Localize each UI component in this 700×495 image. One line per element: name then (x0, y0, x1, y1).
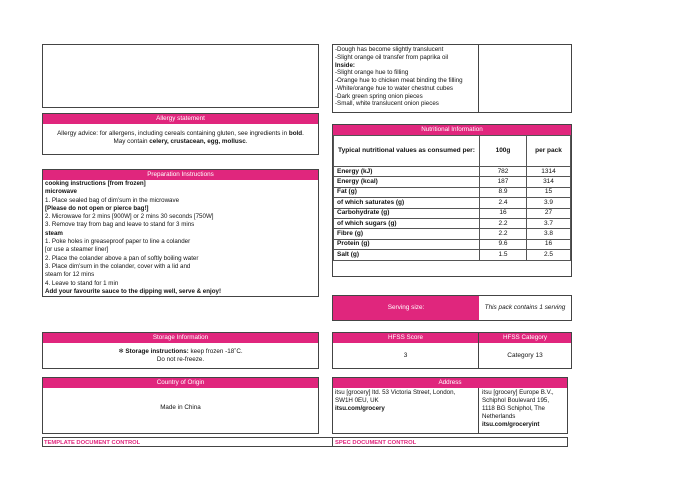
origin-section (42, 377, 319, 434)
appearance-line: -Slight orange hue to filling (335, 69, 409, 77)
table-row (334, 250, 571, 260)
prep-line: 1. Poke holes in greaseproof paper to line a colander (45, 238, 191, 246)
address-uk (333, 388, 479, 433)
nutrient-100g: 8.9 (480, 187, 527, 197)
preparation-title: Preparation Instructions (43, 170, 318, 180)
table-row (334, 208, 571, 218)
address-eu (480, 388, 568, 433)
nutrient-100g: 2.4 (480, 198, 527, 208)
nutrient-per-pack: 314 (527, 177, 571, 187)
appearance-line: -Slight orange oil transfer from paprika oil (335, 53, 449, 61)
hfss-score-value: 3 (333, 343, 479, 368)
nutrient-name: Fat (g) (334, 187, 480, 197)
nutrient-name: Protein (g) (334, 239, 480, 249)
prep-line: Add your favourite sauce to the dipping well, serve & enjoy! (45, 287, 222, 295)
prep-line: steam (45, 229, 63, 237)
storage-section (42, 332, 319, 369)
allergy-line2-suffix: . (245, 137, 248, 145)
nutrient-100g: 2.2 (480, 229, 527, 239)
prep-line: microwave (45, 188, 77, 196)
nutrient-per-pack: 16 (527, 239, 571, 249)
appearance-text (333, 45, 479, 112)
address-eu-line4: Netherlands (482, 413, 516, 420)
prep-line: 3. Remove tray from bag and leave to stand for 3 mins (45, 221, 195, 229)
prep-line: 4. Leave to stand for 1 min (45, 279, 119, 287)
allergy-title: Allergy statement (43, 114, 318, 124)
address-eu-line1: itsu [grocery] Europe B.V., (482, 389, 554, 396)
address-eu-line2: Schiphol Boulevard 195, (482, 397, 550, 404)
storage-line2: Do not re-freeze. (156, 355, 205, 363)
address-uk-line2: SW1H 0EU, UK (335, 397, 379, 404)
preparation-section (42, 169, 319, 297)
table-row (334, 239, 571, 249)
appearance-line: -White/orange hue to water chestnut cubes (335, 84, 453, 92)
nutrient-per-pack: 1314 (527, 167, 571, 177)
nutrient-name: Energy (kcal) (334, 177, 480, 187)
hfss-score-label: HFSS Score (333, 333, 479, 343)
nutrient-per-pack: 2.5 (527, 250, 571, 260)
footer-divider (332, 438, 333, 446)
address-eu-web: itsu.com/groceryint (482, 421, 540, 428)
origin-title: Country of Origin (43, 378, 318, 388)
prep-line: 2. Place the colander above a pan of softly boiling water (45, 254, 199, 262)
nutrient-100g: 782 (480, 167, 527, 177)
appearance-line: -Small, white translucent onion pieces (335, 100, 439, 108)
address-uk-web: itsu.com/grocery (335, 405, 385, 412)
appearance-inside-heading: Inside: (335, 61, 355, 69)
prep-line: 2. Microwave for 2 mins [900W] or 2 mins 30 seconds [750W] (45, 213, 214, 221)
nutrient-per-pack: 3.7 (527, 218, 571, 228)
nutrition-table (333, 135, 571, 261)
nutrient-per-pack: 27 (527, 208, 571, 218)
nutrient-100g: 1.5 (480, 250, 527, 260)
address-eu-line3: 1118 BG Schiphol, The (482, 405, 545, 412)
nutrient-name: of which saturates (g) (334, 198, 480, 208)
footer-controls (42, 437, 568, 447)
nutrition-header-per-pack: per pack (527, 136, 571, 167)
allergy-text (43, 124, 318, 146)
allergy-line1-suffix: . (302, 130, 304, 137)
appearance-box (332, 44, 572, 113)
snowflake-icon: ❄ (118, 348, 124, 355)
serving-value: This pack contains 1 serving (484, 304, 566, 311)
top-left-empty-box (42, 44, 319, 108)
table-row (334, 177, 571, 187)
origin-value: Made in China (160, 404, 201, 411)
appearance-line: -Orange hue to chicken meat binding the filling (335, 77, 463, 84)
table-row (334, 167, 571, 177)
storage-title: Storage Information (43, 333, 318, 343)
allergy-section (42, 113, 319, 155)
address-uk-line1: itsu [grocery] ltd. 53 Victoria Street, London, (335, 389, 456, 396)
prep-line: [Please do not open or pierce bag!] (45, 204, 149, 212)
nutrient-100g: 2.2 (480, 218, 527, 228)
nutrient-100g: 9.6 (480, 239, 527, 249)
allergy-may-contain-list: celery, crustacean, egg, mollusc (149, 137, 246, 145)
prep-line: steam for 12 mins (45, 271, 95, 279)
nutrient-100g: 187 (480, 177, 527, 187)
nutrient-per-pack: 3.8 (527, 229, 571, 239)
nutrient-name: Fibre (g) (334, 229, 480, 239)
address-title: Address (333, 378, 567, 388)
nutrition-header-label: Typical nutritional values as consumed per: (334, 136, 480, 167)
nutrient-100g: 16 (480, 208, 527, 218)
table-row (334, 198, 571, 208)
allergy-bold-word: bold (288, 130, 303, 137)
nutrient-name: Carbohydrate (g) (334, 208, 480, 218)
table-row (334, 187, 571, 197)
prep-line: cooking instructions [from frozen] (45, 180, 146, 187)
nutrition-header-100g: 100g (480, 136, 527, 167)
prep-line: [or use a steamer liner] (45, 246, 109, 254)
template-document-control: TEMPLATE DOCUMENT CONTROL (44, 440, 141, 446)
storage-label: Storage instructions: (125, 348, 189, 355)
hfss-category-label: HFSS Category (479, 333, 571, 343)
table-row (334, 229, 571, 239)
appearance-line: -Dough has become slightly translucent (335, 46, 444, 53)
nutrition-title: Nutritional Information (333, 125, 571, 135)
allergy-line1: Allergy advice: for allergens, including cereals containing gluten, see ingredients in (57, 130, 289, 137)
prep-line: 1. Place sealed bag of dim’sum in the microwave (45, 196, 180, 204)
nutrition-section (332, 124, 572, 277)
address-section (332, 377, 568, 434)
hfss-category-value: Category 13 (507, 352, 543, 359)
nutrient-name: of which sugars (g) (334, 218, 480, 228)
allergy-line2: May contain (113, 137, 150, 145)
nutrient-name: Energy (kJ) (334, 167, 480, 177)
hfss-section (332, 332, 572, 369)
preparation-steps (43, 180, 318, 296)
nutrient-per-pack: 15 (527, 187, 571, 197)
serving-label: Serving size: (333, 296, 479, 320)
table-row (334, 218, 571, 228)
spec-document-control: SPEC DOCUMENT CONTROL (335, 440, 417, 446)
prep-line: 3. Place dim’sum in the colander, cover with a lid and (45, 262, 191, 270)
appearance-line: -Dark green spring onion pieces (335, 92, 423, 100)
nutrition-header-row (334, 136, 571, 167)
storage-text (43, 343, 318, 364)
nutrient-name: Salt (g) (334, 250, 480, 260)
nutrient-per-pack: 3.9 (527, 198, 571, 208)
serving-section (332, 295, 572, 321)
storage-instruction: keep frozen -18˚C. (188, 348, 243, 355)
